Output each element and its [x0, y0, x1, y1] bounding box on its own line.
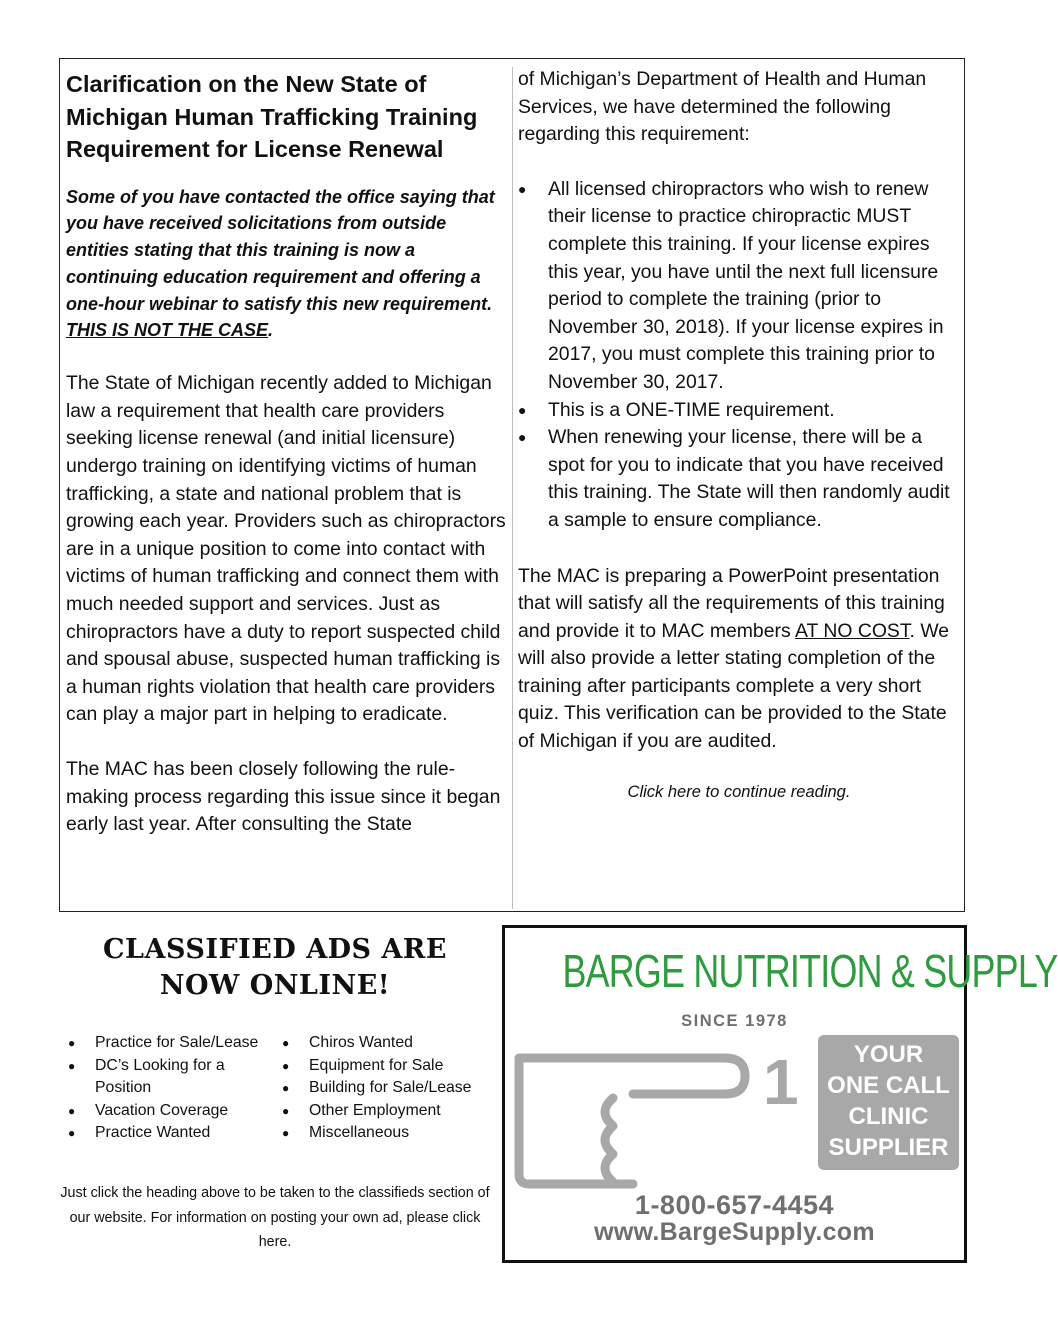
tagline-line: CLINIC [848, 1103, 929, 1130]
classified-title-line-2: NOW ONLINE! [159, 970, 391, 1001]
ad-website-url: www.BargeSupply.com [594, 1218, 875, 1246]
list-item [65, 1055, 280, 1100]
bullet-icon: ● [68, 1036, 76, 1050]
requirement-list [518, 176, 960, 535]
bullet-icon: ● [518, 429, 527, 446]
bullet-icon: ● [282, 1058, 290, 1073]
list-item [518, 424, 960, 534]
article-headline: Clarification on the New State of Michigan Human Trafficking Training Requirement for License Renewal [66, 71, 478, 162]
classified-categories-left [65, 1032, 280, 1145]
article-paragraph-2: The MAC has been closely following the rule-making process regarding this issue since it began early last year. After consulting the State [66, 758, 501, 836]
list-item-text: When renewing your license, there will be a spot for you to indicate that you have received this training. The State will then randomly audit a sample to ensure compliance. [548, 426, 950, 531]
bullet-icon: ● [282, 1126, 290, 1140]
category-label: Other Employment [309, 1101, 441, 1119]
ad-number: 1 [763, 1046, 799, 1118]
article-right-lead: of Michigan’s Department of Health and Human Services, we have determined the following regarding this requirement: [518, 68, 927, 146]
mac-text-2: . We will also provide a letter stating completion of the training after participants complete a very short quiz. This verification can be provided to the State of Michigan if you are audited. [518, 619, 950, 753]
mac-paragraph [518, 563, 960, 756]
ad-since-label: SINCE 1978 [681, 1012, 788, 1030]
ad-tagline-box [818, 1035, 959, 1170]
article-right-column [518, 66, 960, 802]
list-item [65, 1032, 280, 1055]
classified-heading-link[interactable] [60, 932, 490, 1004]
list-item [279, 1122, 499, 1145]
classified-note-link[interactable]: Just click the heading above to be taken to the classifieds section of our website. For information on posting your own ad, please click here. [60, 1185, 490, 1250]
intro-end: . [268, 320, 274, 341]
classified-title-line-1: CLASSIFIED ADS ARE [103, 934, 447, 965]
list-item [279, 1077, 499, 1100]
category-label: Miscellaneous [309, 1124, 410, 1141]
article-intro [66, 184, 508, 345]
category-label: Building for Sale/Lease [309, 1079, 472, 1096]
list-item-text: This is a ONE-TIME requirement. [548, 398, 835, 421]
list-item [279, 1055, 499, 1078]
category-label: Chiros Wanted [309, 1034, 413, 1051]
ad-brand-name: BARGE NUTRITION & SUPPLY [562, 945, 1058, 997]
list-item [65, 1100, 280, 1123]
category-label: Practice Wanted [95, 1124, 211, 1141]
category-label: Equipment for Sale [309, 1056, 444, 1074]
category-label: Practice for Sale/Lease [95, 1034, 259, 1051]
bullet-icon: ● [518, 401, 527, 418]
category-label: Vacation Coverage [95, 1101, 229, 1119]
bullet-icon: ● [68, 1126, 76, 1140]
article-paragraph-1: The State of Michigan recently added to Michigan law a requirement that health care providers seeking license renewal (and initial licensure) undergo training on identifying victims of human trafficking, a state and national problem that is growing each year. Providers such as chiropractors are in a unique position to come into contact with victims of human trafficking and connect them with much needed support and services. Just as chiropractors have a duty to report suspected child and spousal abuse, suspected human trafficking is a human rights violation that health care providers can play a major part in helping to eradicate. [66, 372, 506, 726]
bullet-icon: ● [282, 1036, 290, 1050]
tagline-line: SUPPLIER [828, 1134, 949, 1161]
list-item [279, 1032, 499, 1055]
continue-reading-link[interactable]: Click here to continue reading. [627, 782, 851, 801]
bullet-icon: ● [68, 1058, 76, 1073]
tagline-line: ONE CALL [827, 1072, 950, 1099]
list-item-text: All licensed chiropractors who wish to renew their license to practice chiropractic MUST complete this training. If your license expires this year, you have until the next full licensure period to complete the training (prior to November 30, 2018). If your license expires in 2017, you must complete this training prior to November 30, 2017. [548, 177, 944, 393]
ad-phone-number: 1-800-657-4454 [634, 1190, 835, 1220]
column-divider [512, 67, 513, 909]
classified-categories-right [279, 1032, 499, 1145]
bullet-icon: ● [518, 180, 527, 197]
barge-supply-ad[interactable] [502, 925, 1058, 1263]
list-item [65, 1122, 280, 1145]
intro-emphasis: THIS IS NOT THE CASE [66, 320, 269, 341]
bullet-icon: ● [282, 1103, 290, 1118]
article-left-column [66, 68, 508, 839]
mac-emphasis: AT NO COST [794, 619, 910, 642]
list-item [518, 176, 960, 397]
bullet-icon: ● [68, 1103, 76, 1118]
tagline-line: YOUR [853, 1041, 924, 1068]
mac-text-1: The MAC is preparing a PowerPoint presentation that will satisfy all the requirements of this training and provide it to MAC members [518, 564, 945, 642]
category-label: DC’s Looking for a Position [95, 1056, 225, 1096]
bullet-icon: ● [282, 1081, 290, 1095]
intro-text: Some of you have contacted the office saying that you have received solicitations from outside entities stating that this training is now a continuing education requirement and offering a one-hour webinar to satisfy this new requirement. [66, 186, 495, 314]
pointing-hand-icon [513, 1036, 813, 1196]
list-item [518, 397, 960, 425]
list-item [279, 1100, 499, 1123]
